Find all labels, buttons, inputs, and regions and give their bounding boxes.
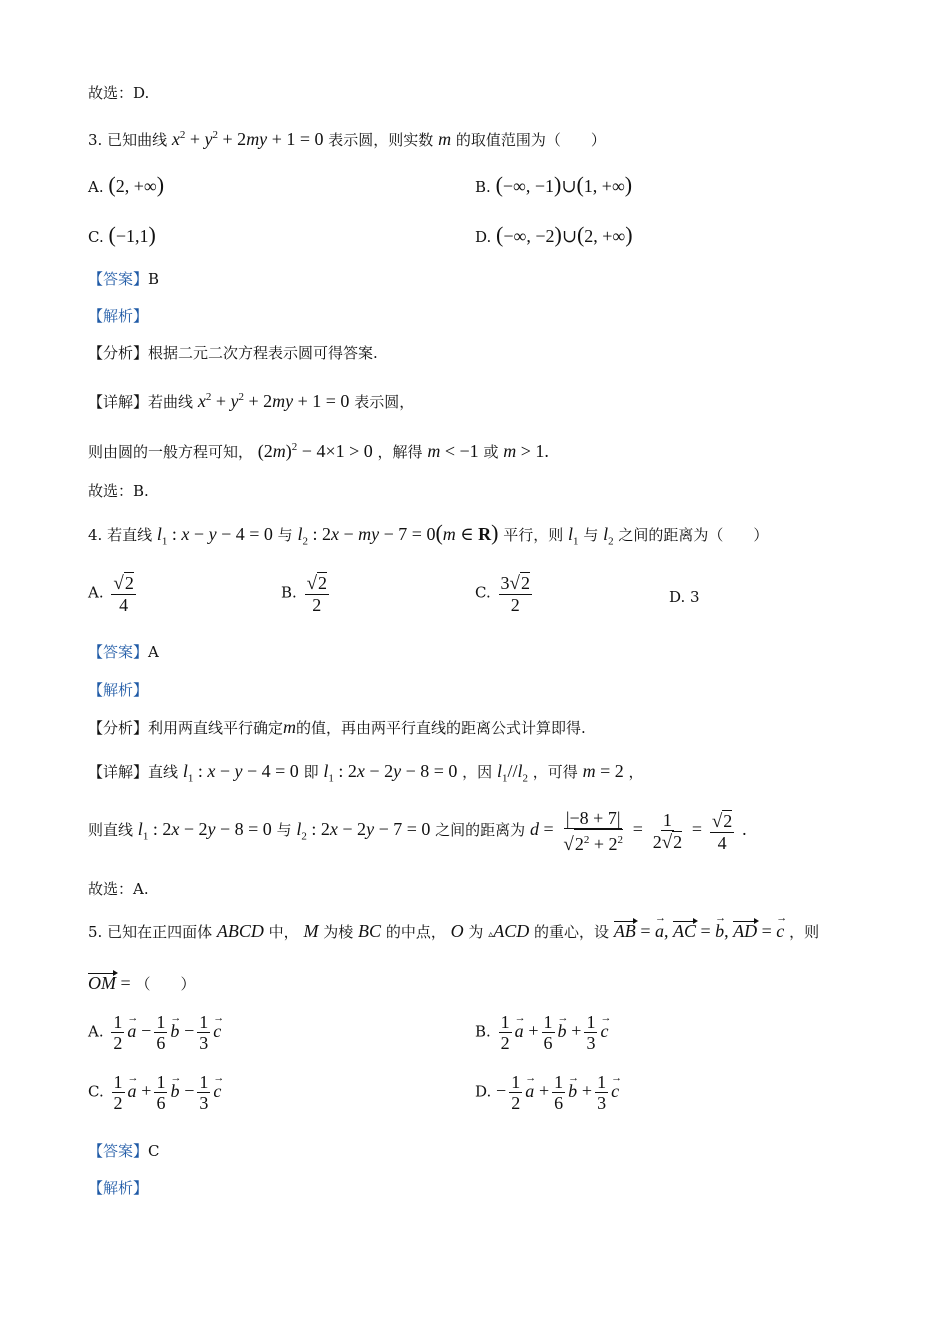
detail-line: 【详解】若曲线 $x^2 + y^2 + 2my + 1 = 0$ 表示圆，: [88, 391, 415, 411]
answer-choice-line: 故选：D.: [88, 84, 150, 102]
detail-line-2: 则由圆的一般方程可知， $(2m)^2 - 4\times 1 > 0$ ，解得 m < −1 或 m > 1.: [88, 441, 549, 461]
answer-line: 【答案】A: [88, 643, 159, 661]
question-5: 5. 已知在正四面体 ABCD 中， M 为棱 BC 的中点， O 为 ▵ACD 的重心，设 AB = → a, AC = → b, AD = → c ，则: [88, 920, 819, 946]
question-3: 3. 已知曲线 $x^2 + y^2 + 2my + 1 = 0$ 表示圆，则实数 m 的取值范围为（ ）: [88, 129, 606, 149]
option-b: B. $\frac{√2}{2}$: [281, 573, 328, 615]
question-5-cont: OM = （ ）: [88, 973, 196, 993]
analysis-line: 【分析】根据二元二次方程表示圆可得答案.: [88, 344, 378, 362]
detail-line-2: 则直线 $l_1$ : 2x − 2y − 8 = 0 与 $l_2$ : 2x − 2y − 7 = 0 之间的距离为 d = $\frac{|-8 + 7|}{√2^2 + 2^2}$ = $\frac{1}{2√2}$ = $\frac{√2}{4}$ .: [88, 807, 747, 855]
option-c: C. $\frac{1}{2}$ → a + $\frac{1}{6}$ → b − $\frac{1}{3}$ → c: [88, 1072, 221, 1113]
analysis-line: 【分析】利用两直线平行确定m的值，再由两平行直线的距离公式计算即得.: [88, 717, 586, 737]
option-d: D. 3: [669, 588, 700, 606]
option-d: D. − $\frac{1}{2}$ → a + $\frac{1}{6}$ → b + $\frac{1}{3}$ → c: [475, 1072, 619, 1113]
analysis-heading: 【解析】: [88, 681, 149, 699]
option-b: B. (−∞, −1)∪(1, +∞): [475, 172, 633, 197]
answer-line: 【答案】B: [88, 270, 160, 288]
detail-line: 【详解】直线 $l_1$ : x − y − 4 = 0 即 $l_1$ : 2x − 2y − 8 = 0 ，因 $l_1//l_2$ ，可得 m = 2 ，: [88, 761, 644, 785]
option-a: A. $\frac{√2}{4}$: [88, 573, 134, 615]
analysis-heading: 【解析】: [88, 1179, 149, 1197]
answer-choice-line: 故选：A.: [88, 880, 149, 898]
option-d: D. (−∞, −2)∪(2, +∞): [475, 222, 633, 247]
answer-choice-line: 故选：B.: [88, 482, 149, 500]
question-4: 4. 若直线 $l_1$ : x − y − 4 = 0 与 $l_2$ : 2x − my − 7 = 0(m ∈ R) 平行，则 $l_1$ 与 $l_2$ 之间的距离为（ ）: [88, 520, 769, 548]
option-b: B. $\frac{1}{2}$ → a + $\frac{1}{6}$ → b + $\frac{1}{3}$ → c: [475, 1012, 608, 1053]
option-c: C. (−1,1): [88, 222, 156, 247]
answer-line: 【答案】C: [88, 1142, 160, 1160]
option-a: A. $\frac{1}{2}$ → a − $\frac{1}{6}$ → b − $\frac{1}{3}$ → c: [88, 1012, 221, 1053]
analysis-heading: 【解析】: [88, 307, 149, 325]
option-c: C. $\frac{3√2}{2}$: [475, 573, 530, 615]
option-a: A. (2, +∞): [88, 172, 165, 197]
